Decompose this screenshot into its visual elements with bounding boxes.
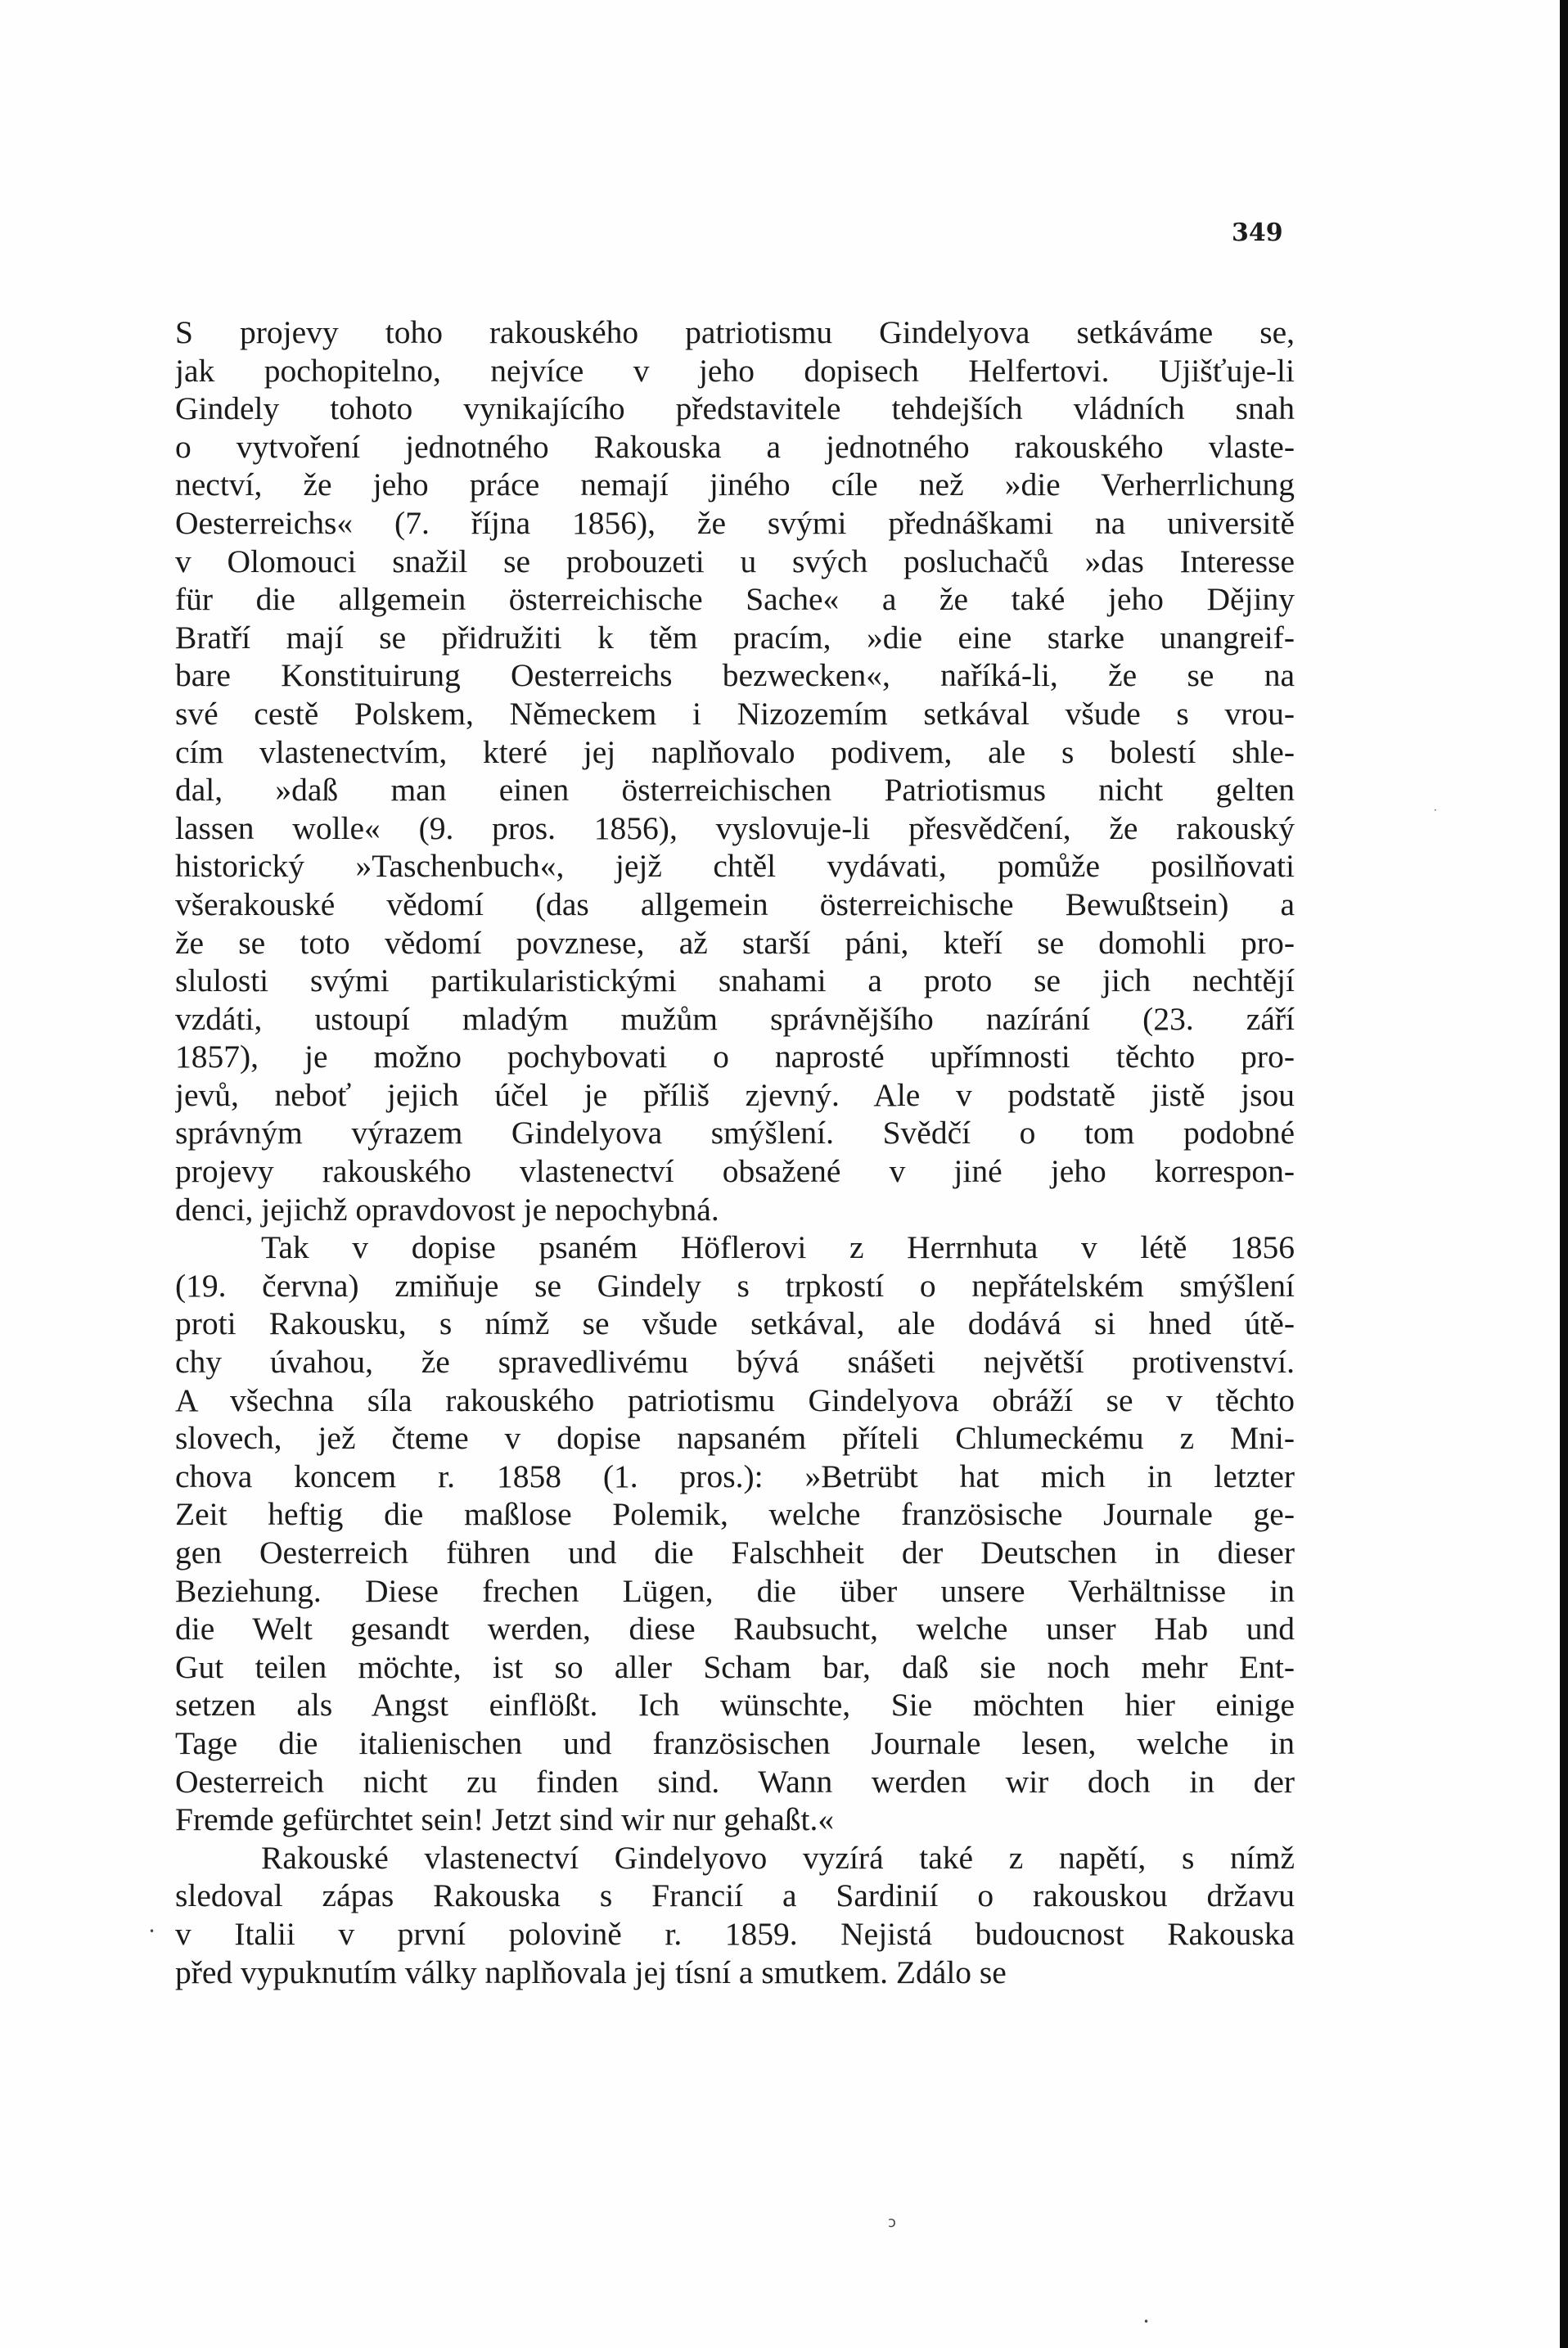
text-line: (19. června) zmiňuje se Gindely s trpkostí o nepřátelském smýšlení [175, 1267, 1295, 1304]
text-line: S projevy toho rakouského patriotismu Gindelyova setkáváme se, [175, 314, 1295, 350]
text-line: die Welt gesandt werden, diese Raubsucht, welche unser Hab und [175, 1611, 1295, 1647]
stray-mark: ↄ [888, 2214, 896, 2231]
text-line: Beziehung. Diese frechen Lügen, die über unsere Verhältnisse in [175, 1572, 1295, 1609]
text-line: cím vlastenectvím, které jej naplňovalo podivem, ale s bolestí shle- [175, 733, 1295, 770]
text-line: slovech, jež čteme v dopise napsaném příteli Chlumeckému z Mni- [175, 1420, 1295, 1457]
text-line: Oesterreich nicht zu finden sind. Wann werden wir doch in der [175, 1763, 1295, 1800]
text-line: Rakouské vlastenectví Gindelyovo vyzírá také z napětí, s nímž [261, 1839, 1295, 1876]
text-line: projevy rakouského vlastenectví obsažené v jiné jeho korrespon- [175, 1153, 1295, 1190]
paragraph [175, 1228, 1295, 1839]
text-line: lassen wolle« (9. pros. 1856), vyslovuje-li přesvědčení, že rakouský [175, 809, 1295, 846]
text-line: 1857), je možno pochybovati o naprosté upřímnosti těchto pro- [175, 1039, 1295, 1075]
text-line: jak pochopitelno, nejvíce v jeho dopisech Helfertovi. Ujišťuje-li [175, 352, 1295, 389]
text-line: nectví, že jeho práce nemají jiného cíle než »die Verherrlichung [175, 466, 1295, 503]
text-line: Fremde gefürchtet sein! Jetzt sind wir nur gehaßt.« [175, 1801, 835, 1838]
text-line: gen Oesterreich führen und die Falschheit der Deutschen in dieser [175, 1535, 1295, 1571]
paragraph [175, 313, 1295, 1228]
text-line: proti Rakousku, s nímž se všude setkával, ale dodává si hned útě- [175, 1305, 1295, 1342]
body-text [175, 313, 1295, 1991]
text-line: für die allgemein österreichische Sache« a že také jeho Dějiny [175, 581, 1295, 618]
text-line: že se toto vědomí povznese, až starší páni, kteří se domohli pro- [175, 924, 1295, 961]
text-line: Gindely tohoto vynikajícího představitele tehdejších vládních snah [175, 390, 1295, 427]
text-line: Zeit heftig die maßlose Polemik, welche französische Journale ge- [175, 1496, 1295, 1533]
text-line: Oesterreichs« (7. října 1856), že svými přednáškami na universitě [175, 504, 1295, 541]
stray-mark: • [1143, 2316, 1150, 2328]
paragraph [175, 1839, 1295, 1991]
text-line: v Olomouci snažil se probouzeti u svých posluchačů »das Interesse [175, 543, 1295, 579]
text-line: bare Konstituirung Oesterreichs bezwecken«, naříká-li, že se na [175, 657, 1295, 694]
text-line: chova koncem r. 1858 (1. pros.): »Betrübt hat mich in letzter [175, 1458, 1295, 1494]
text-line: dal, »daß man einen österreichischen Patriotismus nicht gelten [175, 772, 1295, 809]
text-line: své cestě Polskem, Německem i Nizozemím setkával všude s vrou- [175, 695, 1295, 732]
stray-mark: • [149, 1926, 155, 1937]
text-line: v Italii v první polovině r. 1859. Nejistá budoucnost Rakouska [175, 1915, 1295, 1952]
text-line: Tak v dopise psaném Höflerovi z Herrnhuta v létě 1856 [261, 1229, 1295, 1266]
stray-mark: · [1434, 804, 1437, 816]
text-line: A všechna síla rakouského patriotismu Gindelyova obráží se v těchto [175, 1381, 1295, 1418]
text-line: denci, jejichž opravdovost je nepochybná. [175, 1191, 719, 1228]
text-line: správným výrazem Gindelyova smýšlení. Svědčí o tom podobné [175, 1115, 1295, 1151]
text-line: Tage die italienischen und französischen Journale lesen, welche in [175, 1724, 1295, 1761]
scan-right-edge [1560, 0, 1568, 2348]
text-line: Bratří mají se přidružiti k těm pracím, »die eine starke unangreif- [175, 619, 1295, 656]
text-line: Gut teilen möchte, ist so aller Scham bar, daß sie noch mehr Ent- [175, 1648, 1295, 1685]
text-line: sledoval zápas Rakouska s Francií a Sardinií o rakouskou državu [175, 1877, 1295, 1914]
text-line: vzdáti, ustoupí mladým mužům správnějšího nazírání (23. září [175, 1000, 1295, 1037]
text-line: historický »Taschenbuch«, jejž chtěl vydávati, pomůže posilňovati [175, 848, 1295, 885]
text-line: o vytvoření jednotného Rakouska a jednotného rakouského vlaste- [175, 428, 1295, 465]
text-line: chy úvahou, že spravedlivému bývá snášeti největší protivenství. [175, 1344, 1295, 1381]
text-line: před vypuknutím války naplňovala jej tísní a smutkem. Zdálo se [175, 1954, 1007, 1990]
page-number: 349 [1232, 219, 1283, 247]
text-line: jevů, neboť jejich účel je příliš zjevný. Ale v podstatě jistě jsou [175, 1076, 1295, 1113]
text-line: všerakouské vědomí (das allgemein österreichische Bewußtsein) a [175, 886, 1295, 922]
text-line: slulosti svými partikularistickými snahami a proto se jich nechtějí [175, 962, 1295, 999]
text-line: setzen als Angst einflößt. Ich wünschte, Sie möchten hier einige [175, 1687, 1295, 1724]
